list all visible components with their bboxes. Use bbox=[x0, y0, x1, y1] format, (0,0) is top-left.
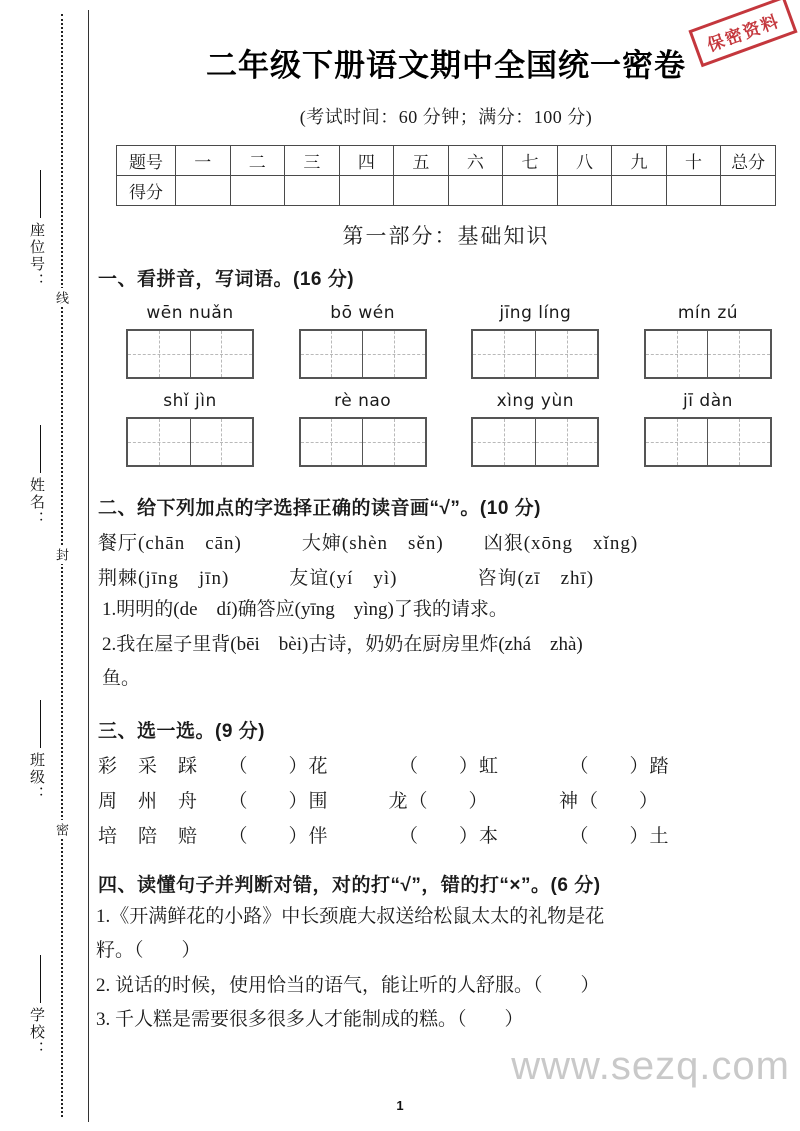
writing-grid[interactable] bbox=[126, 329, 254, 379]
table-cell-col-2: 三 bbox=[285, 146, 340, 176]
seal-char-feng: 封 bbox=[52, 545, 71, 564]
section-title-part-one: 第一部分：基础知识 bbox=[342, 224, 550, 248]
score-cell-1[interactable] bbox=[230, 176, 285, 206]
question-1-heading: 一、看拼音，写词语。(16 分) bbox=[98, 269, 355, 290]
pinyin-text: jīng líng bbox=[499, 303, 572, 323]
score-cell-2[interactable] bbox=[285, 176, 340, 206]
writing-grid[interactable] bbox=[299, 329, 427, 379]
grid-cell[interactable] bbox=[473, 419, 535, 465]
seal-char-mi: 密 bbox=[52, 820, 71, 839]
score-cell-9[interactable] bbox=[666, 176, 721, 206]
question-3-row-3[interactable]: 培 陪 赔 （ ）伴 （ ）本 （ ）土 bbox=[98, 825, 670, 847]
name-label: 姓名： bbox=[28, 477, 45, 528]
pinyin-item bbox=[465, 391, 605, 467]
question-2-word-row-1 bbox=[98, 528, 800, 555]
table-row-scores bbox=[117, 176, 776, 206]
table-cell-col-10: 总分 bbox=[721, 146, 776, 176]
grid-cell[interactable] bbox=[301, 419, 363, 465]
pinyin-item bbox=[638, 391, 778, 467]
page-title: 二年级下册语文期中全国统一密卷 bbox=[206, 48, 686, 83]
score-cell-0[interactable] bbox=[176, 176, 231, 206]
score-cell-6[interactable] bbox=[503, 176, 558, 206]
table-cell-col-3: 四 bbox=[339, 146, 394, 176]
pinyin-item bbox=[638, 303, 778, 379]
grid-cell[interactable] bbox=[535, 331, 598, 377]
pinyin-grid-row-2 bbox=[92, 391, 800, 467]
class-label: 班级： bbox=[28, 752, 45, 803]
word-choice-item[interactable]: 荆棘(jīng jīn) bbox=[98, 568, 230, 589]
pinyin-item bbox=[465, 303, 605, 379]
question-3-row-2[interactable]: 周 州 舟 （ ）围 龙（ ） 神（ ） bbox=[98, 790, 660, 812]
seat-number-rule bbox=[40, 170, 41, 218]
writing-grid[interactable] bbox=[471, 329, 599, 379]
left-margin-strip bbox=[0, 0, 92, 1131]
question-3-heading: 三、选一选。(9 分) bbox=[98, 720, 266, 742]
page-number: 1 bbox=[396, 1098, 404, 1113]
row-header-question: 题号 bbox=[117, 146, 176, 176]
word-choice-item[interactable]: 凶狠(xōng xǐng) bbox=[483, 533, 639, 554]
grid-cell[interactable] bbox=[646, 331, 708, 377]
table-cell-col-8: 九 bbox=[612, 146, 667, 176]
grid-cell[interactable] bbox=[535, 419, 598, 465]
seat-number-label: 座位号： bbox=[28, 222, 45, 290]
pinyin-item bbox=[120, 303, 260, 379]
table-cell-col-9: 十 bbox=[666, 146, 721, 176]
grid-cell[interactable] bbox=[190, 331, 253, 377]
grid-cell[interactable] bbox=[646, 419, 708, 465]
confidential-stamp: 保密资料 bbox=[688, 0, 797, 67]
grid-cell[interactable] bbox=[362, 331, 425, 377]
grid-cell[interactable] bbox=[128, 331, 190, 377]
pinyin-text: xìng yùn bbox=[496, 391, 574, 411]
pinyin-grid-row-1 bbox=[92, 303, 800, 379]
table-cell-col-0: 一 bbox=[176, 146, 231, 176]
pinyin-text: wēn nuǎn bbox=[146, 303, 234, 323]
question-3-row-1[interactable]: 彩 采 踩 （ ）花 （ ）虹 （ ）踏 bbox=[98, 755, 670, 777]
question-4-statement-1[interactable]: 1.《开满鲜花的小路》中长颈鹿大叔送给松鼠太太的礼物是花 bbox=[96, 905, 605, 927]
writing-grid[interactable] bbox=[644, 417, 772, 467]
pinyin-text: bō wén bbox=[330, 303, 396, 323]
word-choice-item[interactable]: 咨询(zī zhī) bbox=[477, 568, 595, 589]
school-rule bbox=[40, 955, 41, 1003]
pinyin-text: mín zú bbox=[677, 303, 739, 323]
writing-grid[interactable] bbox=[471, 417, 599, 467]
grid-cell[interactable] bbox=[128, 419, 190, 465]
writing-grid[interactable] bbox=[644, 329, 772, 379]
page-border-line bbox=[88, 10, 89, 1122]
seal-dotted-line bbox=[61, 14, 63, 1117]
pinyin-item bbox=[293, 391, 433, 467]
question-4-heading: 四、读懂句子并判断对错，对的打“√”，错的打“×”。(6 分) bbox=[98, 874, 601, 896]
question-2-sentence-1[interactable]: 1.明明的(de dí)确答应(yīng yìng)了我的请求。 bbox=[102, 599, 508, 620]
name-rule bbox=[40, 425, 41, 473]
site-watermark: www.sezq.com bbox=[511, 1044, 790, 1088]
word-choice-item[interactable]: 大婶(shèn sěn) bbox=[301, 533, 444, 554]
question-4-statement-1-wrap[interactable]: 籽。（ ） bbox=[96, 940, 201, 961]
pinyin-item bbox=[293, 303, 433, 379]
grid-cell[interactable] bbox=[707, 419, 770, 465]
score-cell-4[interactable] bbox=[394, 176, 449, 206]
writing-grid[interactable] bbox=[126, 417, 254, 467]
grid-cell[interactable] bbox=[362, 419, 425, 465]
question-2-sentence-2[interactable]: 2.我在屋子里背(bēi bèi)古诗，奶奶在厨房里炸(zhá zhà) bbox=[102, 633, 583, 655]
question-2-word-row-2 bbox=[98, 563, 800, 590]
row-header-score: 得分 bbox=[117, 176, 176, 206]
question-2-heading: 二、给下列加点的字选择正确的读音画“√”。(10 分) bbox=[98, 498, 541, 519]
pinyin-item bbox=[120, 391, 260, 467]
score-cell-5[interactable] bbox=[448, 176, 503, 206]
score-cell-7[interactable] bbox=[557, 176, 612, 206]
class-rule bbox=[40, 700, 41, 748]
score-cell-3[interactable] bbox=[339, 176, 394, 206]
word-choice-item[interactable]: 友谊(yí yì) bbox=[289, 568, 398, 589]
school-label: 学校： bbox=[28, 1007, 45, 1058]
grid-cell[interactable] bbox=[473, 331, 535, 377]
exam-info-subtitle: (考试时间：60 分钟；满分：100 分) bbox=[299, 107, 593, 127]
question-2-sentence-2-wrap[interactable]: 鱼。 bbox=[102, 668, 141, 689]
exam-sheet bbox=[92, 0, 800, 1131]
pinyin-text: jī dàn bbox=[683, 391, 733, 411]
word-choice-item[interactable]: 餐厅(chān cān) bbox=[98, 533, 242, 554]
table-cell-col-5: 六 bbox=[448, 146, 503, 176]
grid-cell[interactable] bbox=[707, 331, 770, 377]
table-cell-col-7: 八 bbox=[557, 146, 612, 176]
question-4-statement-2[interactable]: 2. 说话的时候，使用恰当的语气，能让听的人舒服。（ ） bbox=[96, 974, 600, 996]
table-cell-col-1: 二 bbox=[230, 146, 285, 176]
score-table bbox=[116, 145, 776, 206]
pinyin-text: rè nao bbox=[334, 391, 392, 411]
score-cell-8[interactable] bbox=[612, 176, 667, 206]
table-cell-col-6: 七 bbox=[503, 146, 558, 176]
grid-cell[interactable] bbox=[190, 419, 253, 465]
seal-char-xian: 线 bbox=[52, 288, 71, 307]
score-cell-10[interactable] bbox=[721, 176, 776, 206]
question-4-statement-3[interactable]: 3. 千人糕是需要很多很多人才能制成的糕。（ ） bbox=[96, 1009, 524, 1030]
grid-cell[interactable] bbox=[301, 331, 363, 377]
pinyin-text: shǐ jìn bbox=[163, 391, 217, 411]
table-row-question-numbers bbox=[117, 146, 776, 176]
table-cell-col-4: 五 bbox=[394, 146, 449, 176]
writing-grid[interactable] bbox=[299, 417, 427, 467]
